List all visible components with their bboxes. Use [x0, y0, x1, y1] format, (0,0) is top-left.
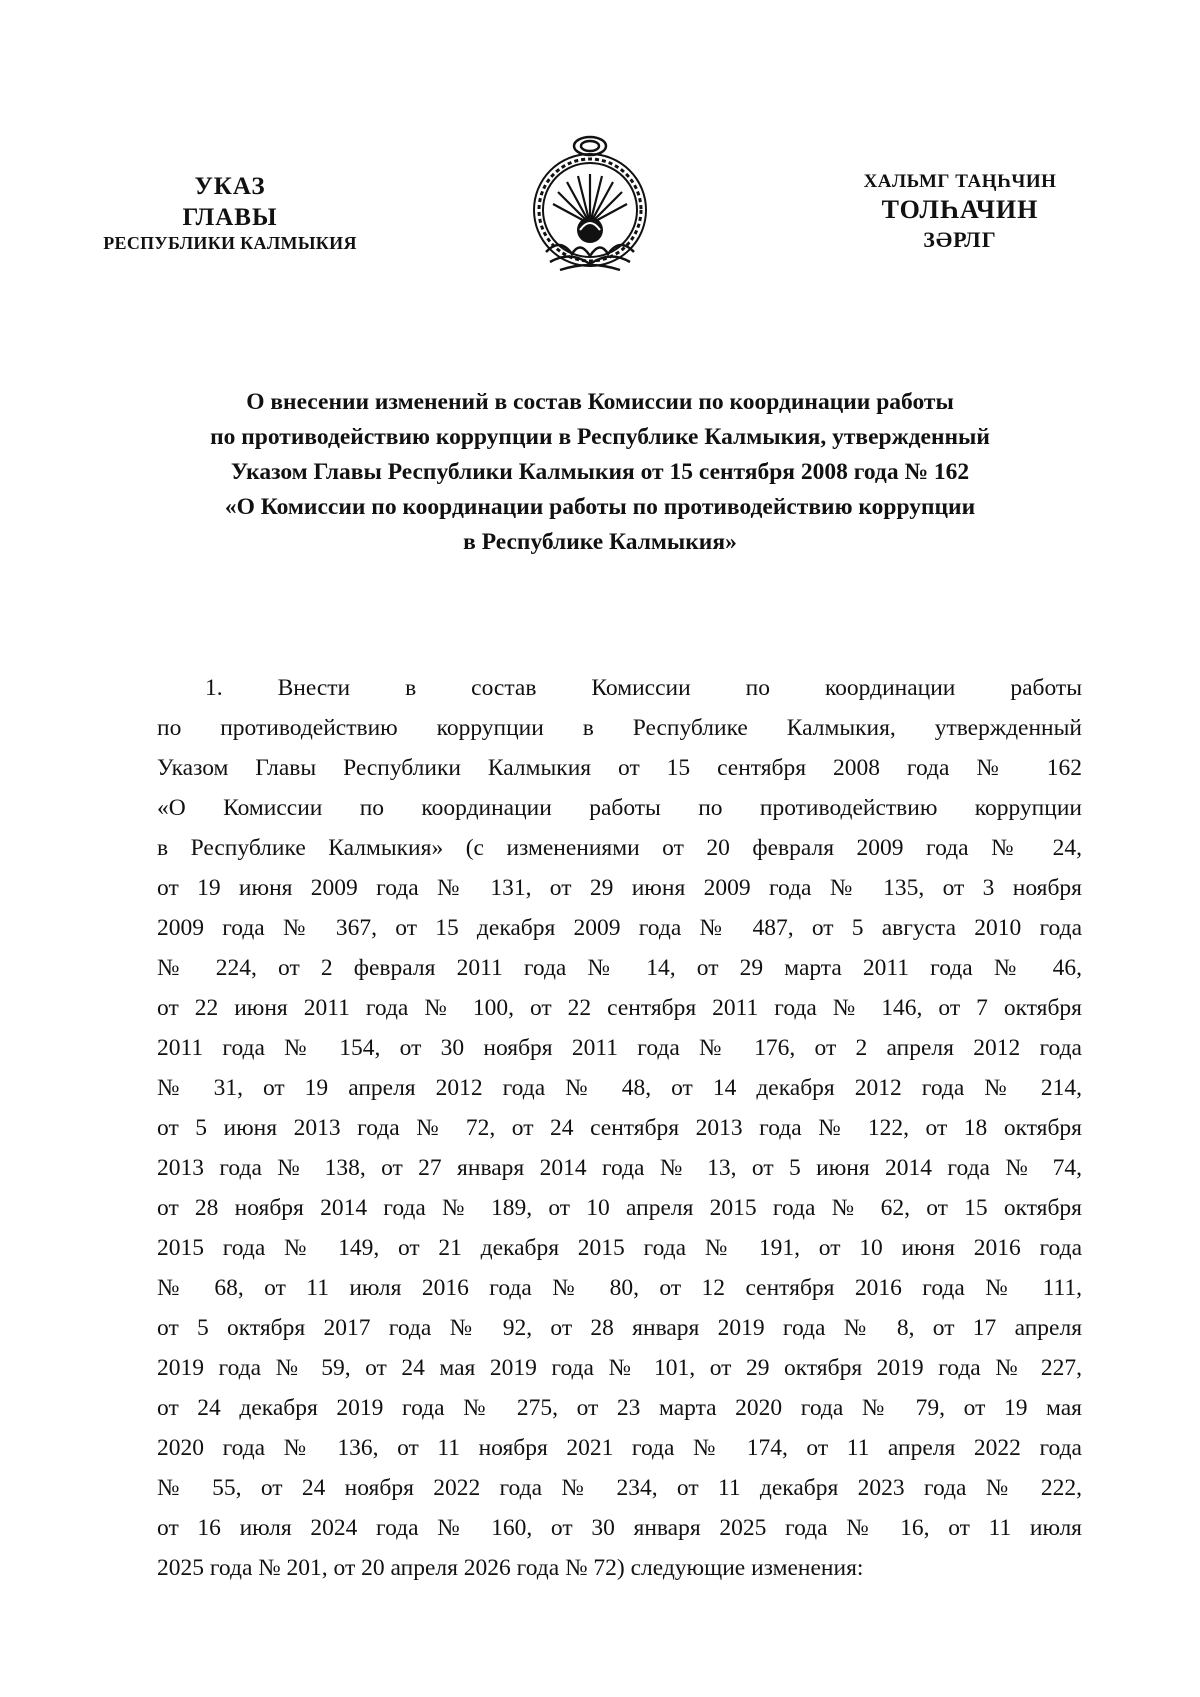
body-line: 2015 года № 149, от 21 декабря 2015 года № 191, от 10 июня 2016 года — [157, 1235, 1082, 1261]
title-line: О внесении изменений в состав Комиссии по координации работы — [246, 389, 954, 415]
title-line: Указом Главы Республики Калмыкия от 15 сентября 2008 года № 162 — [230, 459, 970, 485]
header-left-line-1: УКАЗ — [194, 173, 266, 200]
body-line: 2013 года № 138, от 27 января 2014 года № 13, от 5 июня 2014 года № 74, — [157, 1155, 1082, 1181]
body-line: 1. Внести в состав Комиссии по координации работы — [205, 675, 1082, 701]
body-line: 2019 года № 59, от 24 мая 2019 года № 101, от 29 октября 2019 года № 227, — [157, 1355, 1082, 1381]
header-right-line-3: ЗӘРЛГ — [923, 227, 997, 253]
title-line: «О Комиссии по координации работы по противодействию коррупции — [224, 494, 976, 520]
header-right-line-1: ХАЛЬМГ ТАҢҺЧИН — [863, 171, 1057, 192]
body-line: «О Комиссии по координации работы по противодействию коррупции — [157, 795, 1082, 821]
body-line: № 55, от 24 ноября 2022 года № 234, от 11 декабря 2023 года № 222, — [157, 1475, 1082, 1501]
header-left-line-3: РЕСПУБЛИКИ КАЛМЫКИЯ — [103, 233, 357, 253]
body-line: по противодействию коррупции в Республике Калмыкия, утвержденный — [157, 715, 1082, 741]
body-line: № 31, от 19 апреля 2012 года № 48, от 14 декабря 2012 года № 214, — [157, 1075, 1082, 1101]
decree-body — [157, 668, 1082, 1588]
body-line: № 68, от 11 июля 2016 года № 80, от 12 сентября 2016 года № 111, — [157, 1275, 1082, 1301]
body-line: 2020 года № 136, от 11 ноября 2021 года № 174, от 11 апреля 2022 года — [157, 1435, 1082, 1461]
body-line: № 224, от 2 февраля 2011 года № 14, от 29 марта 2011 года № 46, — [157, 955, 1082, 981]
body-line: от 5 июня 2013 года № 72, от 24 сентября 2013 года № 122, от 18 октября — [157, 1115, 1082, 1141]
body-line: от 5 октября 2017 года № 92, от 28 января 2019 года № 8, от 17 апреля — [157, 1315, 1082, 1341]
body-line: 2009 года № 367, от 15 декабря 2009 года № 487, от 5 августа 2010 года — [157, 915, 1082, 941]
header-left-line-2: ГЛАВЫ — [182, 203, 278, 231]
header-left-block — [80, 172, 380, 255]
body-line: от 16 июля 2024 года № 160, от 30 января 2025 года № 16, от 11 июля — [157, 1515, 1082, 1541]
kalmykia-coat-of-arms-icon — [520, 132, 660, 282]
body-line: в Республике Калмыкия» (с изменениями от 20 февраля 2009 года № 24, — [157, 835, 1082, 861]
header-right-block — [850, 170, 1070, 254]
body-line: 2011 года № 154, от 30 ноября 2011 года № 176, от 2 апреля 2012 года — [157, 1035, 1082, 1061]
decree-title — [130, 385, 1070, 560]
body-line: 2025 года № 201, от 20 апреля 2026 года № 72) следующие изменения: — [157, 1555, 864, 1581]
body-line: от 22 июня 2011 года № 100, от 22 сентября 2011 года № 146, от 7 октября — [157, 995, 1082, 1021]
body-line: от 19 июня 2009 года № 131, от 29 июня 2009 года № 135, от 3 ноября — [157, 875, 1082, 901]
title-line: по противодействию коррупции в Республике Калмыкия, утвержденный — [210, 424, 990, 450]
header-right-line-2: ТОЛҺАЧИН — [881, 194, 1039, 224]
body-line: от 28 ноября 2014 года № 189, от 10 апреля 2015 года № 62, от 15 октября — [157, 1195, 1082, 1221]
title-line: в Республике Калмыкия» — [463, 529, 737, 555]
body-line: Указом Главы Республики Калмыкия от 15 сентября 2008 года № 162 — [157, 755, 1082, 781]
body-line: от 24 декабря 2019 года № 275, от 23 марта 2020 года № 79, от 19 мая — [157, 1395, 1082, 1421]
